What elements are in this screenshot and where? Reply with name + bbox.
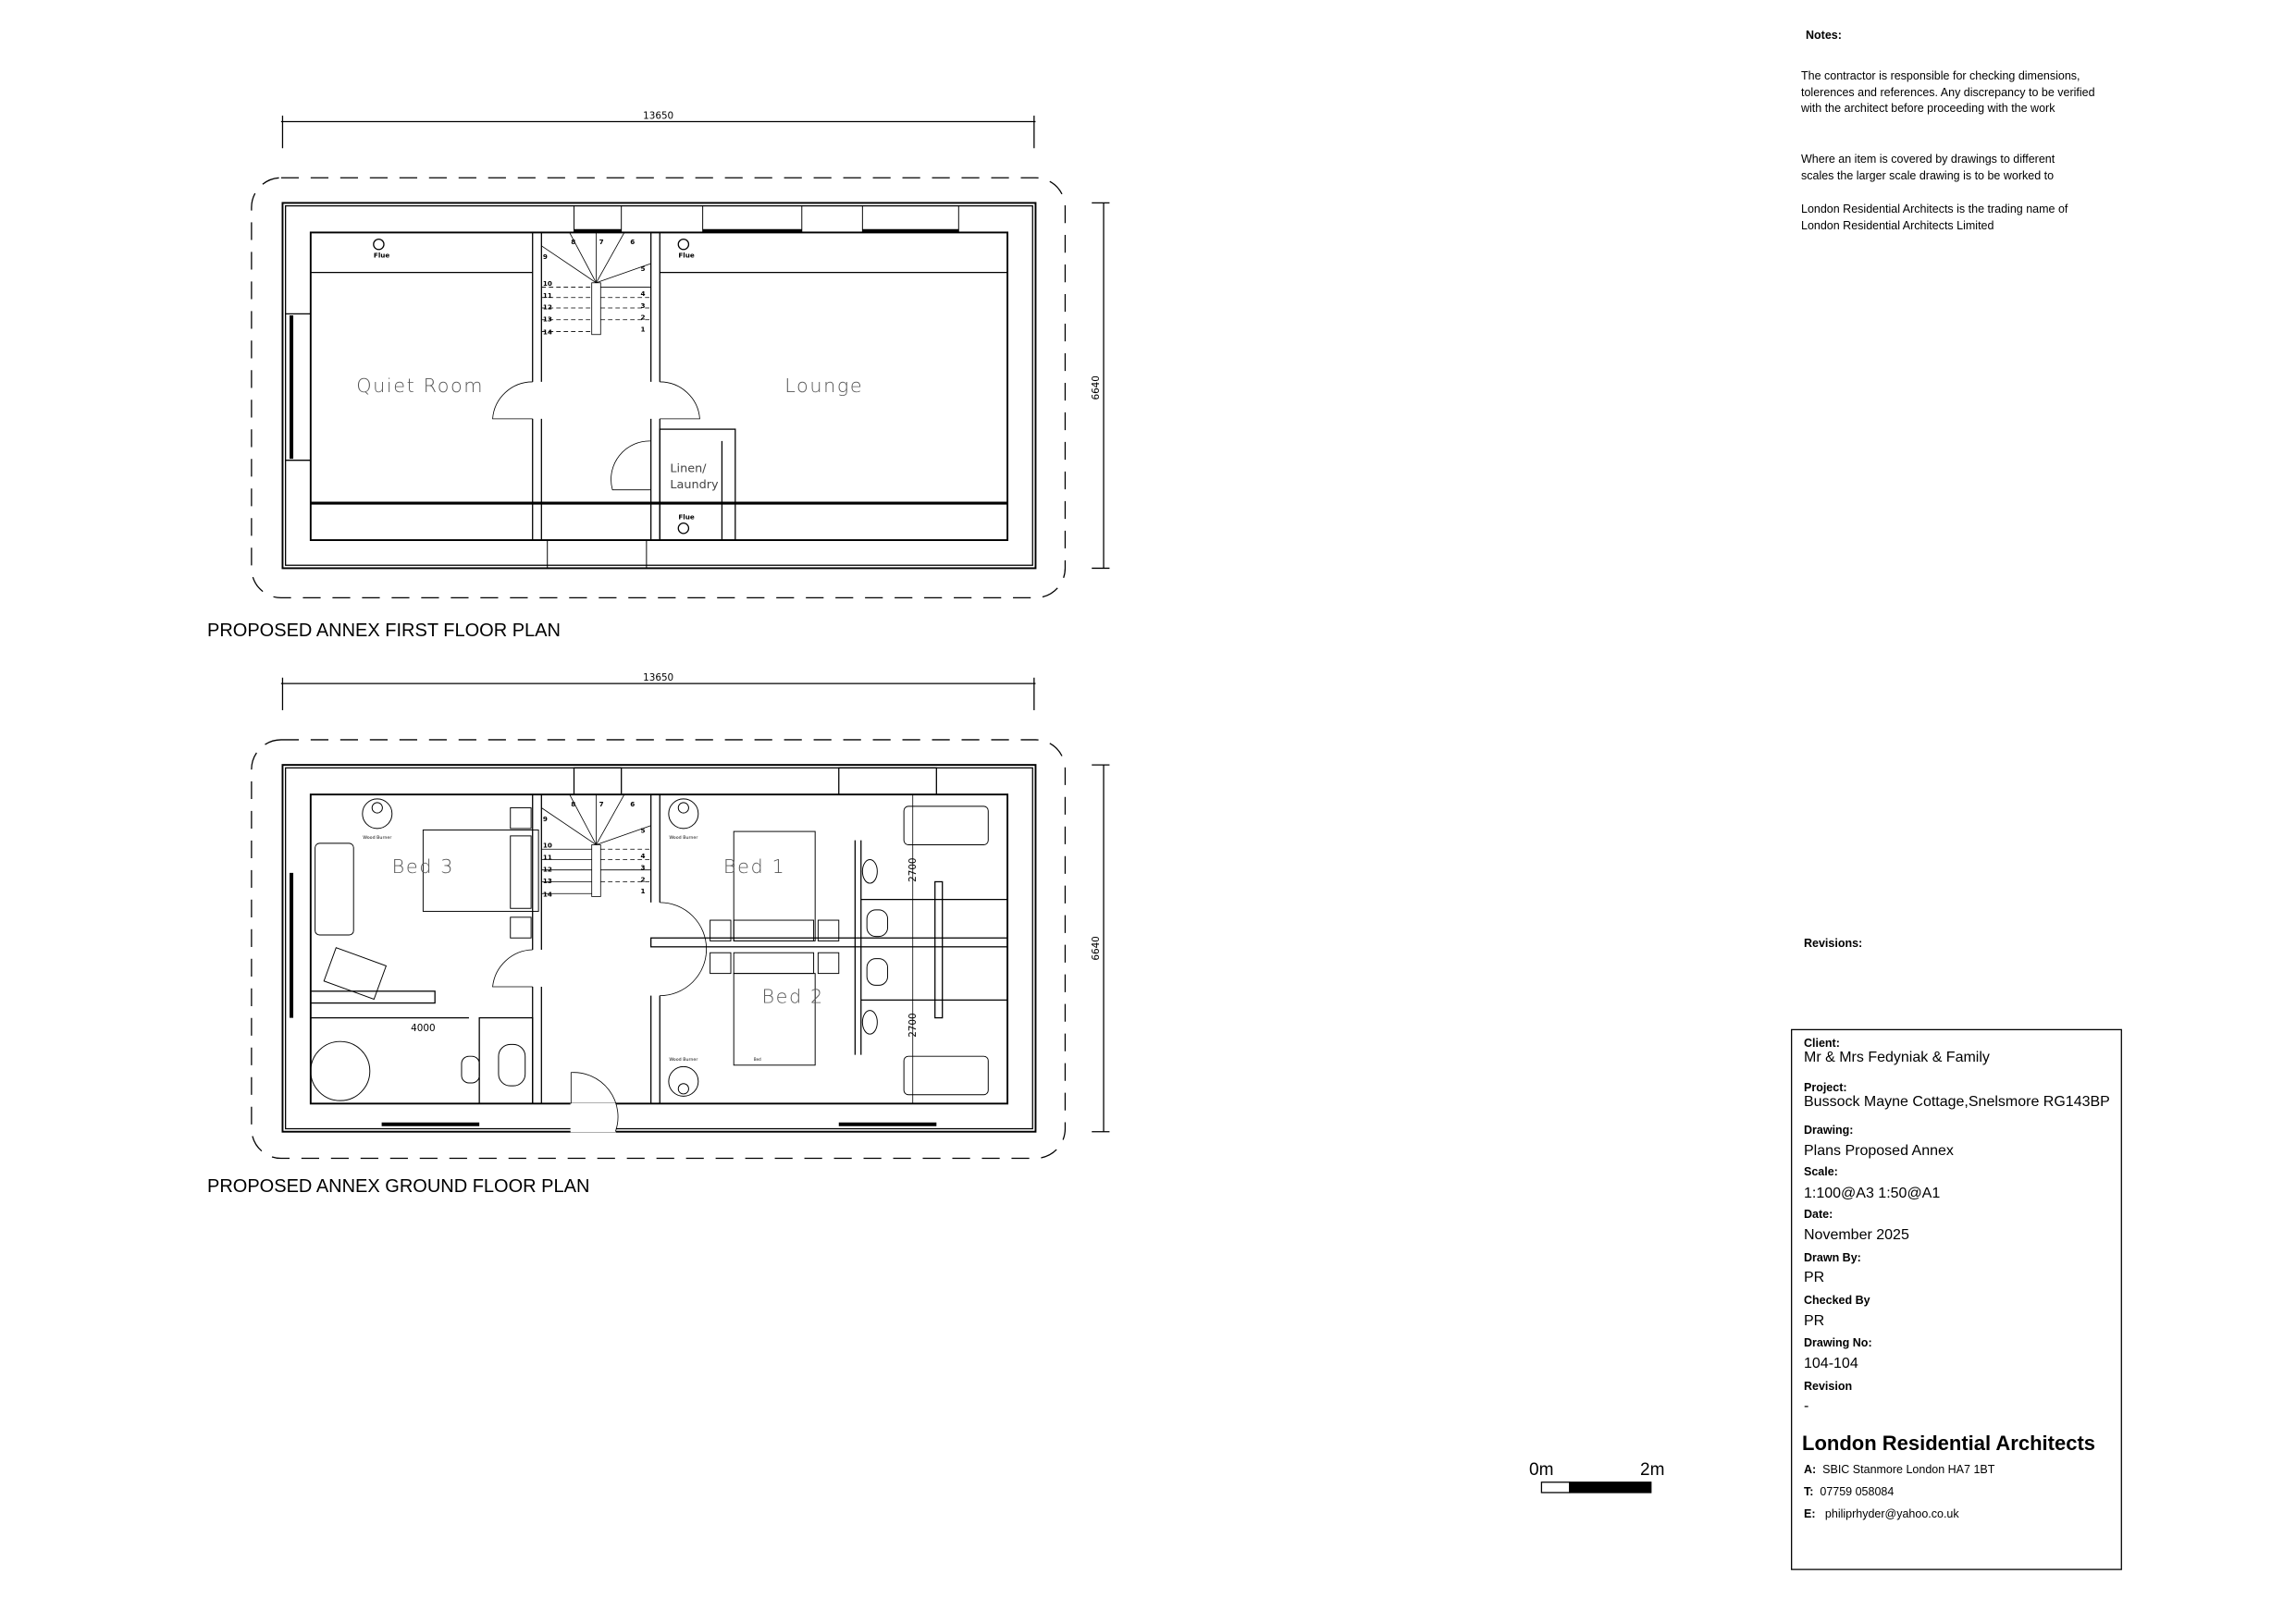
client-value: Mr & Mrs Fedyniak & Family bbox=[1804, 1050, 1990, 1065]
width-dimension-label: 13650 bbox=[643, 110, 674, 122]
room-label-linen: Linen/ bbox=[670, 461, 707, 476]
flue-icon bbox=[374, 240, 384, 250]
furniture bbox=[311, 799, 988, 1100]
note-paragraph: Where an item is covered by drawings to different scales the larger scale drawing is to be worked to bbox=[1801, 153, 2055, 182]
ground-floor-plan bbox=[252, 672, 1110, 1159]
email-value[interactable]: philiprhyder@yahoo.co.uk bbox=[1824, 1507, 1959, 1520]
svg-text:10: 10 bbox=[542, 841, 552, 850]
round-bath bbox=[311, 1041, 370, 1100]
revisions-title: Revisions: bbox=[1804, 937, 1863, 950]
wood-burner-icon bbox=[669, 1066, 698, 1096]
svg-text:10: 10 bbox=[542, 278, 552, 288]
staircase bbox=[541, 794, 650, 899]
svg-text:7: 7 bbox=[599, 238, 604, 247]
bed-1 bbox=[734, 831, 815, 941]
windows bbox=[291, 873, 936, 1125]
first-floor-plan-title: PROPOSED ANNEX FIRST FLOOR PLAN bbox=[207, 621, 561, 641]
note-paragraph: London Residential Architects is the trading name of London Residential Architects Limited bbox=[1801, 203, 2068, 232]
svg-text:7: 7 bbox=[599, 799, 604, 808]
first-floor-plan bbox=[252, 110, 1110, 597]
scale-bar-end-label: 2m bbox=[1640, 1460, 1665, 1480]
scale-value: 1:100@A3 1:50@A1 bbox=[1804, 1186, 1941, 1201]
svg-text:4: 4 bbox=[640, 851, 646, 860]
scale-bar-start-label: 0m bbox=[1529, 1460, 1554, 1480]
dimension-2700-bottom: 2700 bbox=[907, 1013, 919, 1038]
svg-text:Flue: Flue bbox=[373, 251, 390, 260]
depth-dimension-label: 6640 bbox=[1091, 375, 1103, 400]
room-label-bed-2: Bed 2 bbox=[761, 985, 824, 1008]
ground-floor-plan-title: PROPOSED ANNEX GROUND FLOOR PLAN bbox=[207, 1176, 590, 1197]
depth-dimension-label: 6640 bbox=[1091, 936, 1103, 961]
windows bbox=[291, 231, 958, 459]
note-paragraph: The contractor is responsible for checking dimensions, tolerences and references. Any discrepancy to be verified with the architect before proceeding with the work bbox=[1801, 69, 2095, 116]
phone-key: T: bbox=[1804, 1485, 1814, 1498]
checked-by-value: PR bbox=[1804, 1313, 1825, 1329]
wood-burner-label: Wood Burner bbox=[363, 836, 392, 842]
svg-text:6: 6 bbox=[630, 799, 636, 808]
address-key: A: bbox=[1804, 1463, 1817, 1476]
dimension-2700-top: 2700 bbox=[907, 857, 919, 882]
basin bbox=[462, 1056, 479, 1083]
bath-bottom bbox=[904, 1056, 988, 1095]
internal-walls bbox=[311, 794, 1007, 1103]
room-label-laundry: Laundry bbox=[670, 478, 719, 493]
svg-text:5: 5 bbox=[640, 826, 646, 835]
room-label-bed-3: Bed 3 bbox=[391, 855, 455, 878]
wood-burner-label: Wood Burner bbox=[669, 836, 698, 842]
width-dimension-label: 13650 bbox=[643, 671, 674, 683]
svg-text:2: 2 bbox=[640, 313, 646, 322]
svg-text:11: 11 bbox=[542, 290, 552, 300]
room-label-quiet-room: Quiet Room bbox=[356, 375, 485, 398]
dimension-4000: 4000 bbox=[411, 1022, 436, 1034]
svg-text:4: 4 bbox=[640, 289, 646, 299]
svg-text:6: 6 bbox=[630, 238, 636, 247]
project-label: Project: bbox=[1804, 1081, 1847, 1094]
svg-text:8: 8 bbox=[571, 238, 576, 247]
drawing-number-label: Drawing No: bbox=[1804, 1336, 1872, 1349]
drawing-value: Plans Proposed Annex bbox=[1804, 1143, 1954, 1159]
scale-bar bbox=[1541, 1482, 1650, 1493]
svg-text:3: 3 bbox=[640, 301, 646, 310]
corridor-walls bbox=[493, 232, 735, 540]
svg-text:14: 14 bbox=[542, 890, 552, 899]
scale-label: Scale: bbox=[1804, 1165, 1838, 1178]
drawing-number-value: 104-104 bbox=[1804, 1356, 1858, 1371]
svg-text:9: 9 bbox=[542, 814, 548, 823]
date-value: November 2025 bbox=[1804, 1227, 1909, 1243]
drawing-label: Drawing: bbox=[1804, 1124, 1854, 1137]
svg-text:3: 3 bbox=[640, 863, 646, 872]
notes-title: Notes: bbox=[1806, 29, 1842, 42]
svg-text:9: 9 bbox=[542, 252, 548, 262]
date-label: Date: bbox=[1804, 1208, 1833, 1221]
room-label-bed-1: Bed 1 bbox=[722, 855, 786, 878]
bath-top bbox=[904, 806, 988, 845]
svg-text:14: 14 bbox=[542, 327, 552, 337]
svg-text:1: 1 bbox=[640, 887, 646, 896]
phone-value: 07759 058084 bbox=[1820, 1485, 1895, 1498]
address-value: SBIC Stanmore London HA7 1BT bbox=[1822, 1463, 1995, 1476]
svg-text:5: 5 bbox=[640, 264, 646, 273]
width-dimension bbox=[281, 672, 1036, 710]
wood-burner-icon bbox=[669, 799, 698, 829]
bathtub bbox=[315, 843, 354, 935]
svg-text:8: 8 bbox=[571, 799, 576, 808]
revision-value: - bbox=[1804, 1398, 1809, 1414]
wood-burner-icon bbox=[363, 799, 392, 829]
svg-text:13: 13 bbox=[542, 877, 552, 886]
external-walls bbox=[282, 765, 1035, 1132]
depth-dimension bbox=[1091, 765, 1109, 1132]
toilet bbox=[499, 1044, 525, 1086]
width-dimension bbox=[281, 110, 1036, 148]
checked-by-label: Checked By bbox=[1804, 1294, 1870, 1307]
flue-icon bbox=[678, 240, 688, 250]
svg-text:13: 13 bbox=[542, 314, 552, 324]
svg-text:12: 12 bbox=[542, 865, 552, 874]
email-key: E: bbox=[1804, 1507, 1816, 1520]
wood-burner-label: Wood Burner bbox=[669, 1057, 698, 1063]
room-label-lounge: Lounge bbox=[784, 375, 864, 398]
drawn-by-value: PR bbox=[1804, 1270, 1825, 1285]
svg-text:11: 11 bbox=[542, 853, 552, 862]
drawn-by-label: Drawn By: bbox=[1804, 1251, 1861, 1264]
client-label: Client: bbox=[1804, 1037, 1840, 1050]
svg-text:2: 2 bbox=[640, 875, 646, 884]
bed-label: Bed bbox=[753, 1056, 761, 1062]
staircase bbox=[541, 232, 650, 334]
company-name: London Residential Architects bbox=[1802, 1432, 2096, 1455]
site-boundary-dashed bbox=[252, 740, 1066, 1159]
svg-text:12: 12 bbox=[542, 302, 552, 312]
depth-dimension bbox=[1091, 203, 1109, 568]
svg-text:1: 1 bbox=[640, 325, 646, 334]
flue-icon bbox=[678, 523, 688, 534]
project-value: Bussock Mayne Cottage,Snelsmore RG143BP bbox=[1804, 1094, 2110, 1110]
revision-label: Revision bbox=[1804, 1380, 1853, 1393]
svg-text:Flue: Flue bbox=[678, 512, 695, 522]
svg-text:Flue: Flue bbox=[678, 251, 695, 260]
